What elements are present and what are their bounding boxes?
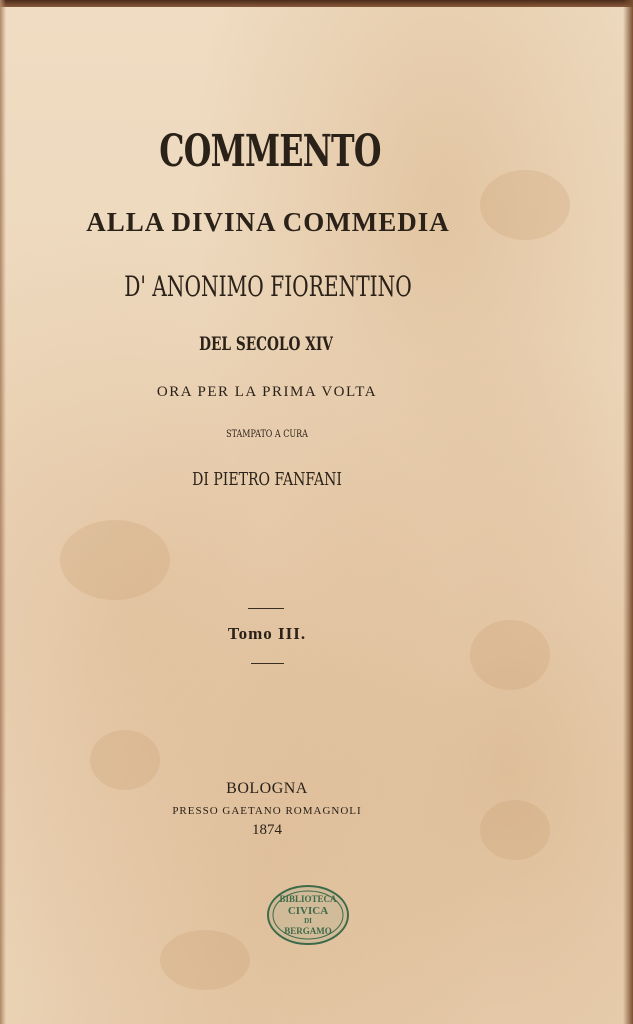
- imprint-publisher: PRESSO GAETANO ROMAGNOLI: [172, 805, 362, 817]
- book-subtitle-1: ALLA DIVINA COMMEDIA: [86, 207, 450, 237]
- foxing-spot: [160, 930, 250, 990]
- rule-below-volume: [251, 663, 284, 664]
- page-right-edge: [623, 0, 633, 1024]
- editor-name: DI PIETRO FANFANI: [192, 469, 342, 490]
- stamp-line-3: DI: [304, 917, 312, 925]
- stamp-line-2: CIVICA: [287, 905, 329, 917]
- book-subtitle-2: D' ANONIMO FIORENTINO: [124, 270, 412, 303]
- book-top-edge: [0, 0, 633, 7]
- rule-above-volume: [248, 608, 284, 609]
- century-line: DEL SECOLO XIV: [199, 333, 333, 355]
- printed-by-line: STAMPATO A CURA: [226, 429, 308, 440]
- foxing-spot: [60, 520, 170, 600]
- book-title: COMMENTO: [159, 126, 381, 177]
- library-stamp: [266, 883, 350, 947]
- imprint-city: BOLOGNA: [226, 780, 308, 797]
- imprint-year: 1874: [252, 822, 282, 838]
- page-left-edge: [0, 0, 6, 1024]
- stamp-line-4: BERGAMO: [284, 926, 332, 936]
- first-printing-line: ORA PER LA PRIMA VOLTA: [156, 384, 378, 400]
- volume-label: Tomo III.: [227, 624, 307, 643]
- stamp-line-1: BIBLIOTECA: [279, 894, 337, 904]
